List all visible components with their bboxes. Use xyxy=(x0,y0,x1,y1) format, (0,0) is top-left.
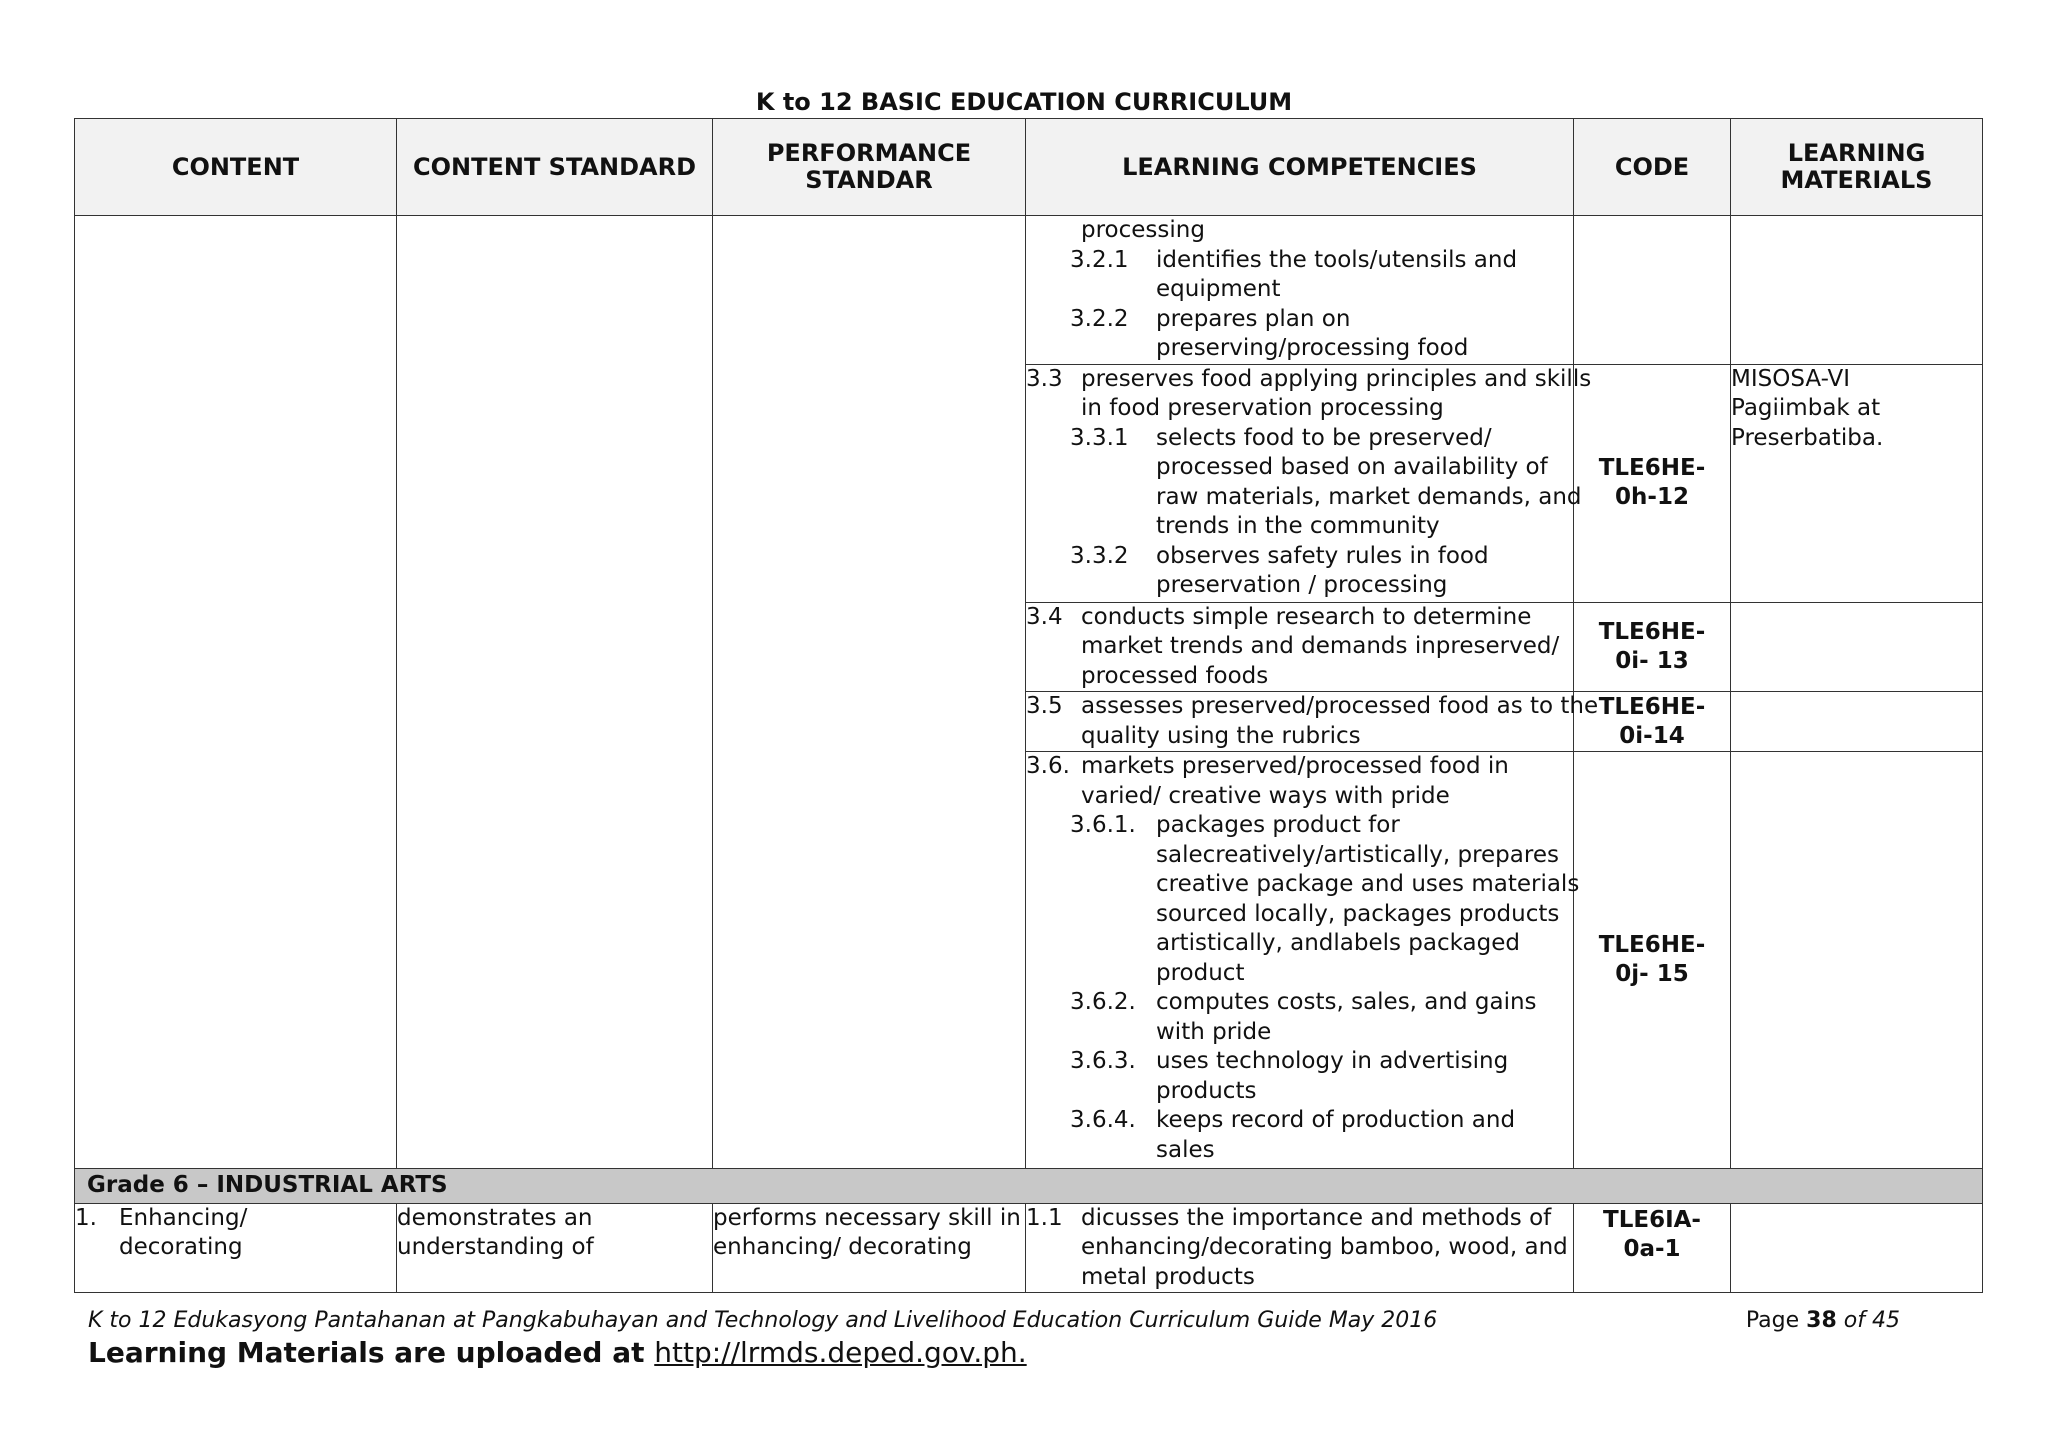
competency-line xyxy=(1026,1204,1573,1234)
competency-line xyxy=(1026,1106,1573,1136)
page-word: Page xyxy=(1745,1308,1800,1333)
competency-line xyxy=(1026,662,1573,692)
code-line: TLE6HE- xyxy=(1598,932,1706,958)
competency-cell xyxy=(1026,364,1592,602)
competency-line xyxy=(1026,603,1573,633)
competency-text: sourced locally, packages products xyxy=(1156,900,1560,927)
performance-text: performs necessary skill in xyxy=(713,1204,1021,1231)
competency-line xyxy=(1026,1233,1573,1263)
code-cell xyxy=(1574,1203,1731,1293)
competency-text: observes safety rules in food xyxy=(1156,542,1489,569)
competency-text: preserves food applying principles and skills xyxy=(1081,365,1592,392)
competency-line xyxy=(1026,542,1573,572)
competency-line xyxy=(1026,1077,1573,1107)
header-learning-competencies: LEARNING COMPETENCIES xyxy=(1026,119,1574,216)
materials-cell xyxy=(1731,602,1983,692)
lm-prefix: Learning Materials are uploaded at xyxy=(88,1336,645,1369)
code-line: TLE6IA- xyxy=(1603,1206,1701,1233)
content-text: decorating xyxy=(119,1234,243,1260)
code-cell xyxy=(1574,216,1731,365)
competency-line xyxy=(1026,571,1573,601)
competency-number: 3.3 xyxy=(1026,365,1063,392)
competency-text: processed based on availability of xyxy=(1156,454,1548,480)
table-row xyxy=(75,1203,1983,1293)
competency-text: artistically, andlabels packaged xyxy=(1156,930,1520,956)
table-row xyxy=(75,216,1983,365)
document-title: K to 12 BASIC EDUCATION CURRICULUM xyxy=(755,88,1293,116)
competency-text: preserving/processing food xyxy=(1156,335,1469,361)
competency-line xyxy=(1026,216,1573,246)
competency-text: packages product for xyxy=(1156,812,1400,838)
competency-cell xyxy=(1026,216,1574,365)
competency-number: 3.2.2 xyxy=(1070,305,1129,332)
competency-number: 3.2.1 xyxy=(1070,246,1129,273)
grade-section-row xyxy=(75,1169,1983,1204)
materials-cell xyxy=(1731,216,1983,365)
competency-text: uses technology in advertising xyxy=(1156,1048,1509,1074)
competency-text: assesses preserved/processed food as to the xyxy=(1081,693,1599,719)
header-performance-standard: PERFORMANCE STANDAR xyxy=(713,119,1026,216)
competency-line xyxy=(1026,722,1573,752)
code-line: TLE6HE- xyxy=(1598,455,1706,481)
competency-text: keeps record of production and xyxy=(1156,1107,1516,1133)
competency-line xyxy=(1026,929,1573,959)
competency-text: prepares plan on xyxy=(1156,305,1351,332)
lrmds-link[interactable]: http://lrmds.deped.gov.ph. xyxy=(654,1336,1027,1369)
competency-line xyxy=(1026,811,1573,841)
competency-line xyxy=(1026,305,1573,335)
competency-text: preservation / processing xyxy=(1156,572,1448,598)
competency-line xyxy=(1026,1018,1573,1048)
header-row xyxy=(75,119,1983,216)
competency-number: 3.4 xyxy=(1026,603,1063,630)
code-line: 0j- 15 xyxy=(1615,961,1689,987)
code-cell xyxy=(1574,364,1731,602)
page-current: 38 xyxy=(1806,1308,1837,1333)
performance-standard-cell xyxy=(713,216,1026,1169)
competency-line xyxy=(1026,870,1580,900)
competency-text: raw materials, market demands, and xyxy=(1156,483,1582,510)
competency-text: market trends and demands inpreserved/ xyxy=(1081,633,1560,659)
competency-line xyxy=(1026,424,1573,454)
footer-guide-text: K to 12 Edukasyong Pantahanan at Pangkabuhayan and Technology and Livelihood Education Curriculum Guide May 2016 xyxy=(88,1308,1438,1333)
competency-line xyxy=(1026,365,1592,395)
competency-number: 3.5 xyxy=(1026,693,1063,719)
header-content: CONTENT xyxy=(75,119,397,216)
competency-number: 3.6.4. xyxy=(1070,1107,1136,1133)
competency-text: in food preservation processing xyxy=(1081,395,1444,421)
competency-number: 3.6.2. xyxy=(1070,989,1136,1015)
competency-number: 3.3.2 xyxy=(1070,542,1129,569)
competency-line xyxy=(1026,632,1573,662)
competency-line xyxy=(1026,692,1599,722)
materials-cell xyxy=(1731,752,1983,1169)
learning-materials-note xyxy=(88,1336,1027,1369)
materials-cell xyxy=(1731,1203,1983,1293)
competency-text: processing xyxy=(1081,217,1205,243)
competency-text: enhancing/decorating bamboo, wood, and xyxy=(1081,1234,1568,1260)
competency-line xyxy=(1026,394,1573,424)
competency-text: sales xyxy=(1156,1136,1215,1163)
competency-cell xyxy=(1026,752,1580,1169)
list-number: 1. xyxy=(75,1204,97,1231)
header-content-standard: CONTENT STANDARD xyxy=(397,119,713,216)
competency-cell xyxy=(1026,1203,1574,1293)
competency-line xyxy=(1026,275,1573,305)
competency-text: salecreatively/artistically, prepares xyxy=(1156,841,1559,868)
curriculum-table xyxy=(74,118,1983,1293)
header-learning-materials: LEARNING MATERIALS xyxy=(1731,119,1983,216)
competency-number: 3.6. xyxy=(1026,753,1070,779)
competency-text: equipment xyxy=(1156,276,1281,302)
code-line: 0h-12 xyxy=(1615,484,1689,510)
competency-text: varied/ creative ways with pride xyxy=(1081,782,1450,809)
competency-line xyxy=(1026,841,1573,871)
materials-cell xyxy=(1731,692,1983,752)
competency-line xyxy=(1026,988,1573,1018)
competency-number: 1.1 xyxy=(1026,1204,1063,1231)
performance-text: enhancing/ decorating xyxy=(713,1234,972,1260)
header-code: CODE xyxy=(1574,119,1731,216)
code-cell xyxy=(1574,752,1731,1169)
competency-line xyxy=(1026,959,1573,989)
grade-label: Grade 6 – INDUSTRIAL ARTS xyxy=(75,1169,1983,1204)
content-standard-cell xyxy=(397,216,713,1169)
code-line: TLE6HE- xyxy=(1598,693,1706,720)
standard-text: demonstrates an xyxy=(397,1204,593,1231)
competency-text: dicusses the importance and methods of xyxy=(1081,1204,1552,1231)
page-number xyxy=(1746,1308,1900,1333)
competency-line xyxy=(1026,512,1573,542)
material-line: MISOSA-VI xyxy=(1731,365,1851,392)
code-line: 0i-14 xyxy=(1619,722,1685,749)
page-total: of 45 xyxy=(1843,1308,1900,1333)
competency-cell xyxy=(1026,602,1574,692)
competency-text: with pride xyxy=(1156,1018,1272,1045)
competency-line xyxy=(1026,246,1573,276)
competency-text: conducts simple research to determine xyxy=(1081,603,1532,630)
standard-text: understanding of xyxy=(397,1234,594,1260)
performance-standard-cell xyxy=(713,1203,1026,1293)
competency-line xyxy=(1026,782,1573,812)
competency-line xyxy=(1026,483,1582,513)
competency-line xyxy=(1026,1047,1573,1077)
code-line: 0i- 13 xyxy=(1615,647,1689,674)
competency-number: 3.6.1. xyxy=(1070,812,1136,838)
competency-line xyxy=(1026,334,1573,364)
competency-text: processed foods xyxy=(1081,662,1269,689)
code-cell xyxy=(1574,602,1731,692)
competency-text: selects food to be preserved/ xyxy=(1156,424,1492,451)
competency-text: markets preserved/processed food in xyxy=(1081,753,1509,779)
competency-text: identifies the tools/utensils and xyxy=(1156,246,1518,273)
competency-line xyxy=(1026,900,1573,930)
competency-text: product xyxy=(1156,959,1245,986)
content-cell xyxy=(75,216,397,1169)
material-line: Preserbatiba. xyxy=(1731,424,1884,451)
competency-text: products xyxy=(1156,1077,1257,1104)
competency-number: 3.6.3. xyxy=(1070,1048,1136,1074)
competency-text: computes costs, sales, and gains xyxy=(1156,989,1537,1015)
competency-number: 3.3.1 xyxy=(1070,424,1129,451)
competency-text: metal products xyxy=(1081,1263,1255,1290)
competency-text: trends in the community xyxy=(1156,513,1440,539)
materials-cell xyxy=(1731,364,1983,602)
content-cell xyxy=(75,1203,397,1293)
competency-line xyxy=(1026,1136,1573,1166)
competency-text: creative package and uses materials xyxy=(1156,871,1580,897)
material-line: Pagiimbak at xyxy=(1731,395,1881,421)
code-line: TLE6HE- xyxy=(1598,618,1706,645)
competency-line xyxy=(1026,1263,1573,1293)
competency-text: quality using the rubrics xyxy=(1081,722,1361,749)
content-standard-cell xyxy=(397,1203,713,1293)
competency-line xyxy=(1026,752,1573,782)
code-line: 0a-1 xyxy=(1623,1235,1681,1262)
competency-line xyxy=(1026,453,1573,483)
content-text: Enhancing/ xyxy=(119,1204,248,1231)
competency-cell xyxy=(1026,692,1599,752)
